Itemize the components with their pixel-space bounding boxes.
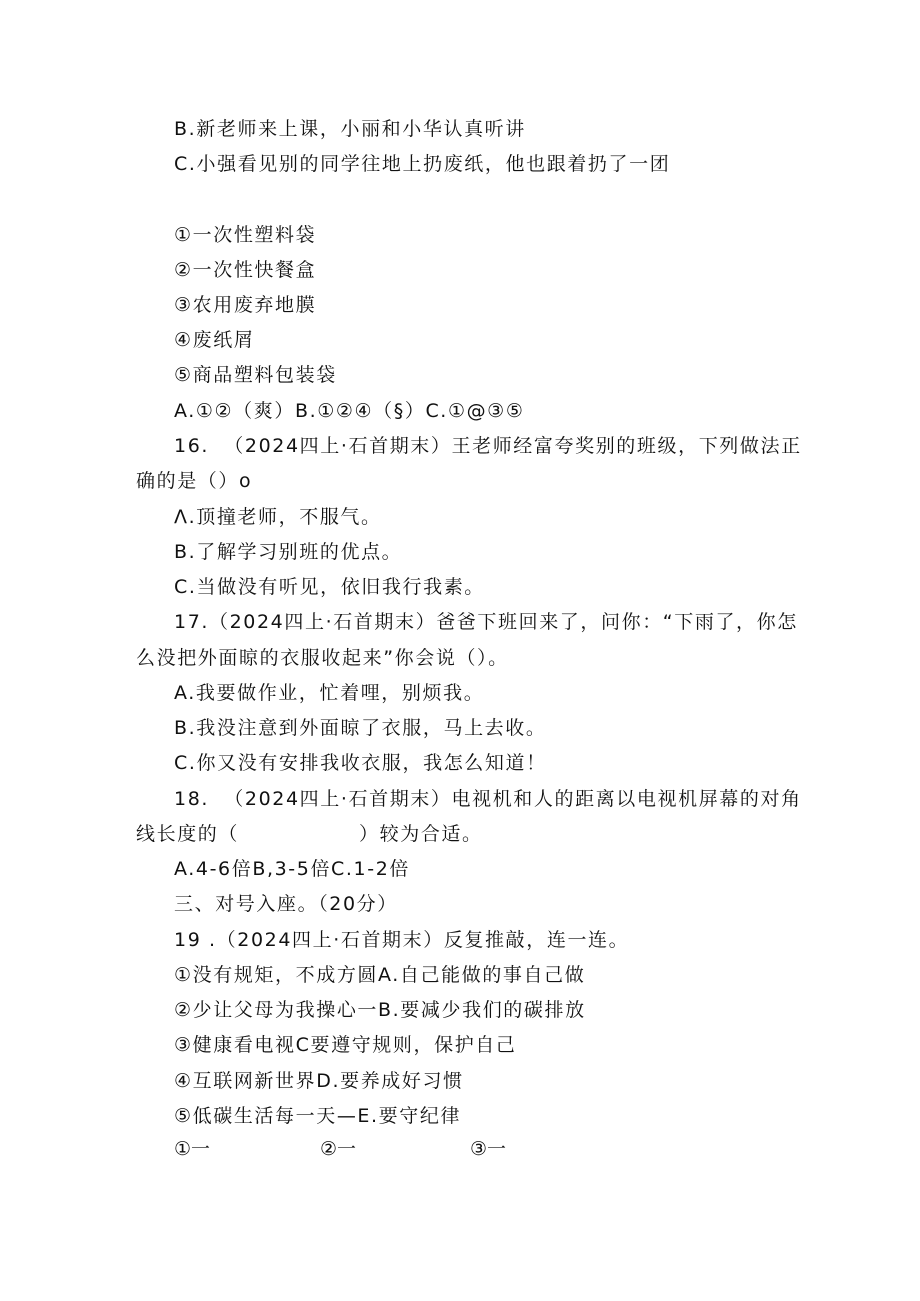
question-18-options: A.4-6倍B,3-5倍C.1-2倍: [174, 858, 410, 880]
question-18-text-before-blank: 线长度的（: [136, 823, 240, 845]
matching-item: ④互联网新世界D.要养成好习惯: [174, 1070, 464, 1092]
question-16-stem: 16. （2024四上·石首期末）王老师经富夸奖别的班级，下列做法正: [174, 435, 802, 457]
question-17-stem-cont: 么没把外面晾的衣服收起来”你会说（）。: [136, 647, 509, 669]
question-16-option-a: Λ.顶撞老师，不服气。: [174, 506, 382, 528]
option-b-line: B.新老师来上课，小丽和小华认真听讲: [174, 118, 526, 140]
matching-item: ①没有规矩，不成方圆A.自己能做的事自己做: [174, 964, 586, 986]
section-3-heading: 三、对号入座。（20分）: [174, 893, 398, 915]
question-16-option-c: C.当做没有听见，依旧我行我素。: [174, 576, 485, 598]
list-item: ①一次性塑料袋: [174, 224, 317, 246]
list-item: ③农用废弃地膜: [174, 294, 317, 316]
question-19-stem: 19 .（2024四上·石首期末）反复推敲，连一连。: [174, 929, 630, 951]
list-item: ⑤商品塑料包装袋: [174, 364, 337, 386]
answer-options: A.①②（爽）B.①②④（§）C.①@③⑤: [174, 400, 525, 422]
question-16-stem-cont: 确的是（）o: [136, 470, 253, 492]
question-17-option-b: B.我没注意到外面晾了衣服，马上去收。: [174, 717, 547, 739]
question-17-option-a: A.我要做作业，忙着哩，别烦我。: [174, 682, 485, 704]
list-item: ④废纸屑: [174, 329, 255, 351]
question-18-stem-cont: [136, 821, 483, 847]
question-16-option-b: B.了解学习别班的优点。: [174, 541, 403, 563]
option-c-line: C.小强看见别的同学往地上扔废纸，他也跟着扔了一团: [174, 153, 671, 175]
question-18-text-after-blank: ）较为合适。: [359, 823, 483, 845]
matching-item: ③健康看电视C要遵守规则，保护自己: [174, 1034, 517, 1056]
matching-item: ⑤低碳生活每一天—E.要守纪律: [174, 1105, 462, 1127]
question-17-stem: 17.（2024四上·石首期末）爸爸下班回来了，问你：“下雨了，你怎: [174, 611, 798, 633]
answer-slot-3: ③一: [470, 1138, 507, 1160]
matching-item: ②少让父母为我操心一B.要减少我们的碳排放: [174, 999, 586, 1021]
answer-slot-2: ②一: [320, 1138, 357, 1160]
list-item: ②一次性快餐盒: [174, 259, 317, 281]
question-17-option-c: C.你又没有安排我收衣服，我怎么知道！: [174, 752, 547, 774]
question-18-stem: 18. （2024四上·石首期末）电视机和人的距离以电视机屏幕的对角: [174, 788, 802, 810]
answer-slot-1: ①一: [174, 1138, 211, 1160]
